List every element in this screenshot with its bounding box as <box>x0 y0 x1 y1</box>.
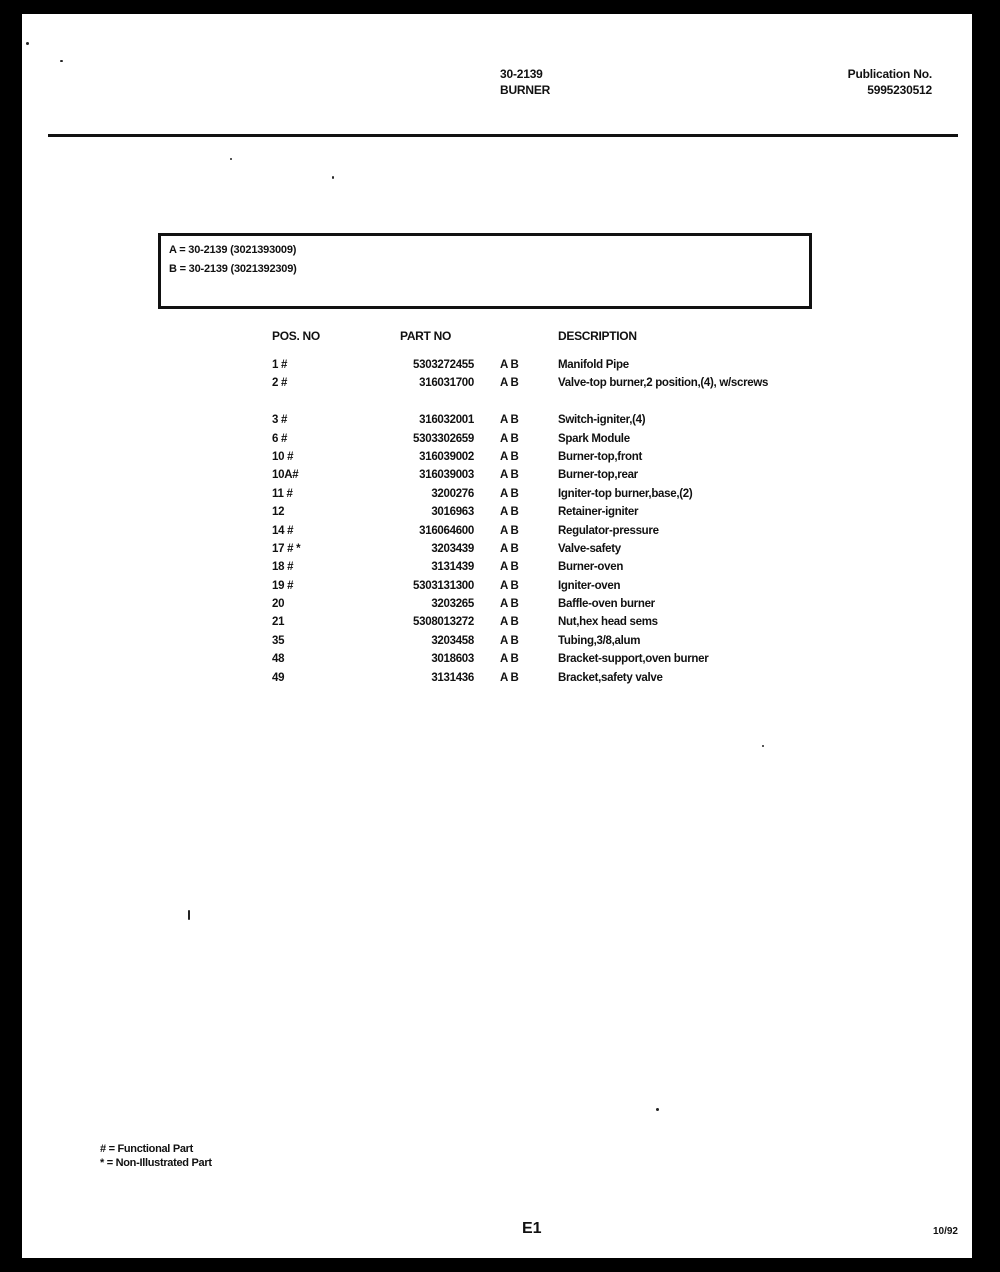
description-cell: Nut,hex head sems <box>558 616 658 629</box>
part-number-cell: 3016963 <box>431 506 474 519</box>
description-cell: Baffle-oven burner <box>558 598 655 611</box>
part-number-cell: 5308013272 <box>413 616 474 629</box>
pos-cell: 10A# <box>272 469 299 482</box>
header-rule <box>48 134 958 137</box>
scan-speck <box>188 910 190 920</box>
model-codes-cell: A B <box>500 432 519 445</box>
description-cell: Spark Module <box>558 432 630 445</box>
pos-cell: 49 <box>272 671 285 684</box>
part-number-cell: 3018603 <box>431 653 474 666</box>
description-cell: Igniter-top burner,base,(2) <box>558 487 693 500</box>
description-cell: Bracket,safety valve <box>558 671 663 684</box>
model-codes-cell: A B <box>500 616 519 629</box>
table-row <box>22 411 972 429</box>
pos-cell: 17 # * <box>272 542 301 555</box>
pos-cell: 12 <box>272 506 285 519</box>
model-box <box>158 233 812 309</box>
table-row <box>22 613 972 631</box>
model-codes-cell: A B <box>500 469 519 482</box>
description-cell: Bracket-support,oven burner <box>558 653 709 666</box>
part-number-cell: 3200276 <box>431 487 474 500</box>
model-codes-cell: A B <box>500 506 519 519</box>
parts-table <box>22 356 972 687</box>
table-row <box>22 669 972 687</box>
model-codes-cell: A B <box>500 487 519 500</box>
description-cell: Igniter-oven <box>558 579 621 592</box>
model-codes-cell: A B <box>500 542 519 555</box>
description-cell: Retainer-igniter <box>558 506 639 519</box>
part-number-cell: 316031700 <box>419 377 474 390</box>
pos-cell: 1 # <box>272 359 288 371</box>
model-codes-cell: A B <box>500 524 519 537</box>
scan-speck <box>656 1108 659 1111</box>
part-number-cell: 3203439 <box>431 542 474 555</box>
table-row <box>22 595 972 613</box>
legend-non-illustrated: * = Non-Illustrated Part <box>100 1157 212 1169</box>
scan-speck <box>26 42 29 45</box>
model-b: B = 30-2139 (3021392309) <box>169 263 297 275</box>
model-a: A = 30-2139 (3021393009) <box>169 244 297 256</box>
page-id: E1 <box>522 1220 542 1237</box>
section-title: BURNER <box>500 83 551 97</box>
scan-speck <box>762 745 764 747</box>
publication-block <box>848 66 932 98</box>
col-part-header: PART NO <box>400 329 452 343</box>
description-cell: Burner-oven <box>558 561 624 574</box>
pos-cell: 10 # <box>272 450 294 463</box>
description-cell: Burner-top,front <box>558 450 642 463</box>
model-codes-cell: A B <box>500 377 519 390</box>
part-number-cell: 3131436 <box>431 671 474 684</box>
model-codes-cell: A B <box>500 414 519 427</box>
revision-date: 10/92 <box>932 1226 958 1237</box>
part-number-cell: 316039003 <box>419 469 474 482</box>
part-number-cell: 5303131300 <box>413 579 474 592</box>
section-code: 30-2139 <box>500 67 543 81</box>
part-number-cell: 3131439 <box>431 561 474 574</box>
table-row <box>22 632 972 650</box>
model-codes-cell: A B <box>500 671 519 684</box>
scan-speck <box>332 176 334 179</box>
col-desc-header: DESCRIPTION <box>558 329 637 343</box>
pos-cell: 48 <box>272 653 285 666</box>
description-cell: Valve-top burner,2 position,(4), w/screws <box>558 377 769 390</box>
table-row <box>22 577 972 595</box>
part-number-cell: 5303302659 <box>413 432 474 445</box>
table-row <box>22 540 972 558</box>
pos-cell: 2 # <box>272 377 288 390</box>
table-row <box>22 650 972 668</box>
legend <box>100 1142 212 1170</box>
table-row <box>22 503 972 521</box>
pos-cell: 20 <box>272 598 285 611</box>
pos-cell: 14 # <box>272 524 294 537</box>
publication-number: 5995230512 <box>867 83 932 97</box>
table-row <box>22 448 972 466</box>
table-row <box>22 466 972 484</box>
description-cell: Tubing,3/8,alum <box>558 634 641 647</box>
part-number-cell: 3203265 <box>431 598 474 611</box>
scan-speck <box>230 158 232 160</box>
description-cell: Burner-top,rear <box>558 469 638 482</box>
part-number-cell: 3203458 <box>431 634 474 647</box>
table-row <box>22 374 972 411</box>
model-codes-cell: A B <box>500 653 519 666</box>
model-codes-cell: A B <box>500 359 519 371</box>
model-codes-cell: A B <box>500 598 519 611</box>
scan-speck <box>60 60 63 62</box>
table-row <box>22 485 972 503</box>
model-codes-cell: A B <box>500 579 519 592</box>
model-codes-cell: A B <box>500 561 519 574</box>
publication-label: Publication No. <box>847 67 932 81</box>
parts-list-page <box>22 14 972 1258</box>
part-number-cell: 5303272455 <box>413 359 474 371</box>
description-cell: Switch-igniter,(4) <box>558 414 646 427</box>
description-cell: Regulator-pressure <box>558 524 659 537</box>
part-number-cell: 316039002 <box>419 450 474 463</box>
description-cell: Manifold Pipe <box>558 359 629 371</box>
pos-cell: 18 # <box>272 561 294 574</box>
pos-cell: 21 <box>272 616 285 629</box>
table-row <box>22 522 972 540</box>
legend-functional: # = Functional Part <box>100 1143 194 1155</box>
part-number-cell: 316032001 <box>419 414 474 427</box>
table-row <box>22 356 972 374</box>
part-number-cell: 316064600 <box>419 524 474 537</box>
table-row <box>22 558 972 576</box>
pos-cell: 3 # <box>272 414 288 427</box>
pos-cell: 6 # <box>272 432 288 445</box>
model-codes-cell: A B <box>500 450 519 463</box>
table-row <box>22 430 972 448</box>
model-codes-cell: A B <box>500 634 519 647</box>
pos-cell: 35 <box>272 634 285 647</box>
col-pos-header: POS. NO <box>272 329 320 343</box>
description-cell: Valve-safety <box>558 542 621 555</box>
section-header <box>500 66 550 98</box>
pos-cell: 19 # <box>272 579 294 592</box>
pos-cell: 11 # <box>272 487 293 500</box>
